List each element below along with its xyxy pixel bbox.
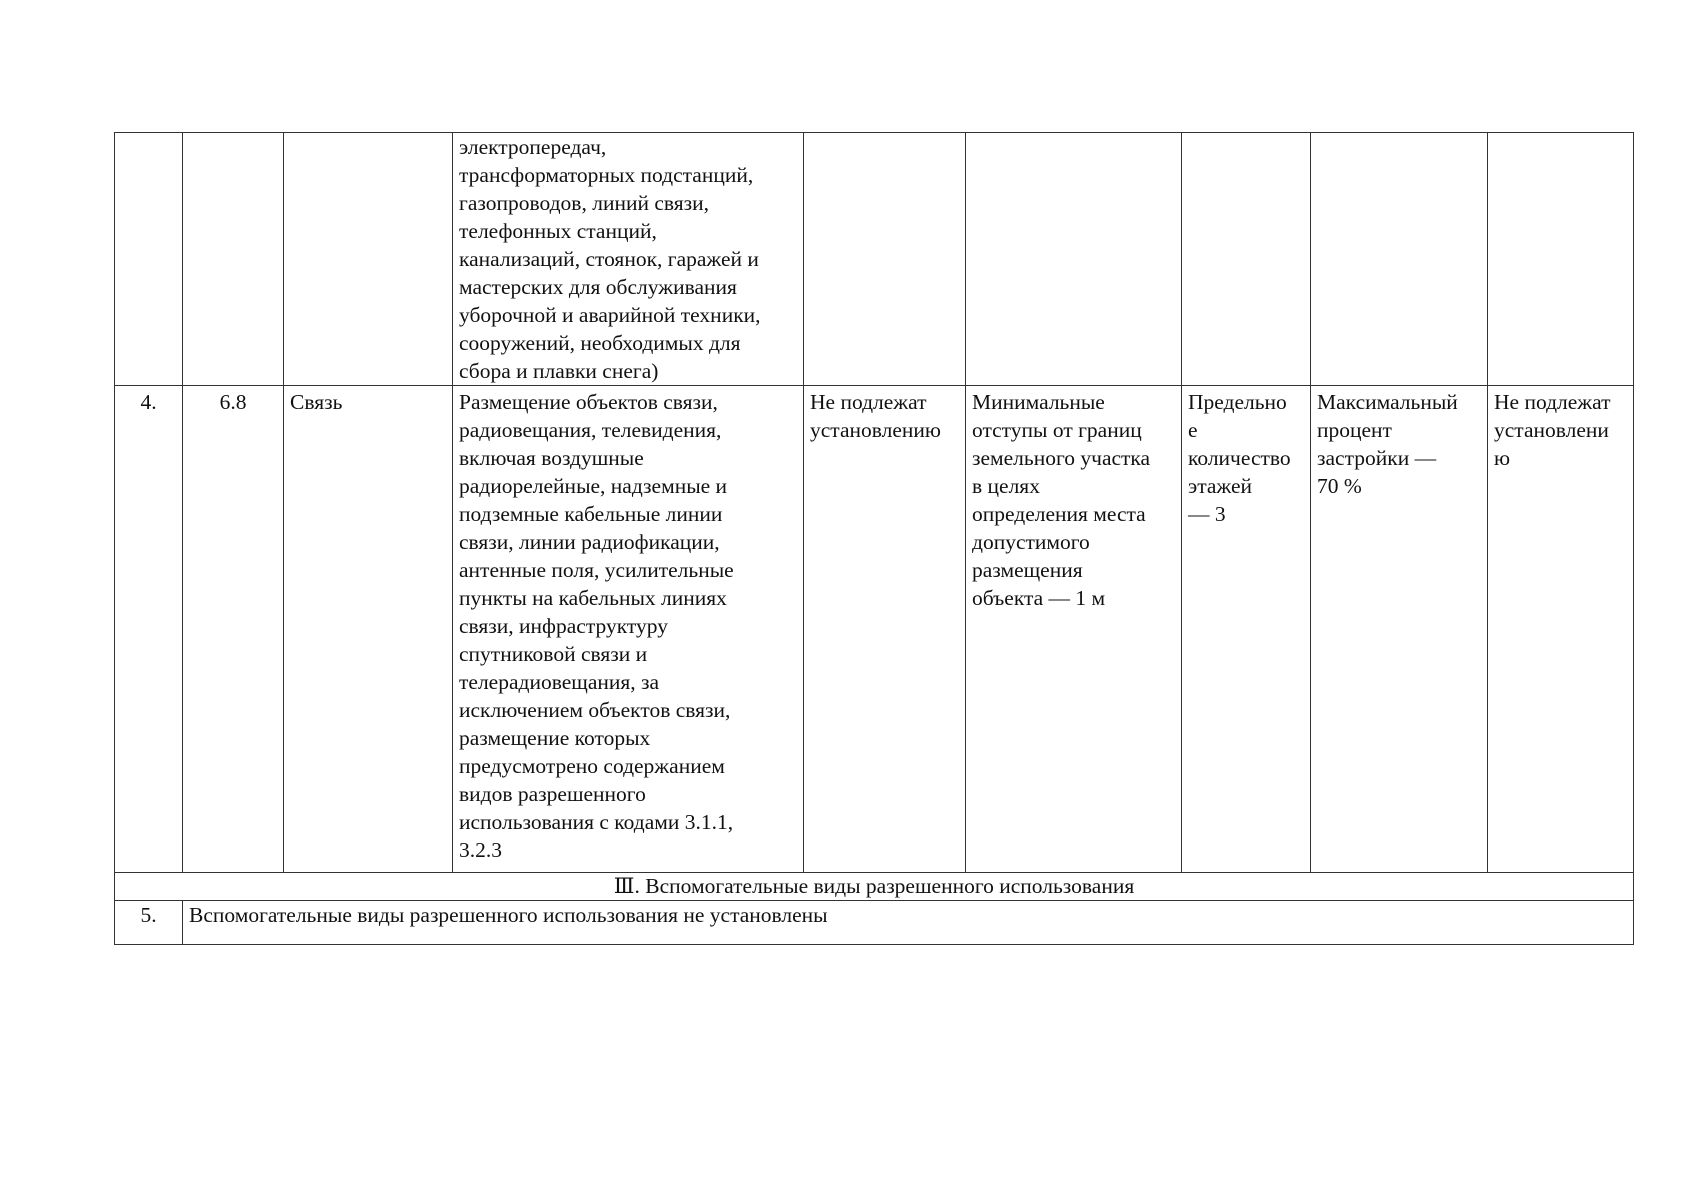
cell-name: Связь — [284, 386, 453, 873]
cell-description-continuation: электропередач, трансформаторных подстанций, газопроводов, линий связи, телефонных станций, канализаций, стоянок, гаражей и мастерских для обслуживания уборочной и аварийной техники, сооружений, необходимых для сбора и плавки снега) — [453, 133, 804, 386]
cell-floors-empty — [1182, 133, 1311, 386]
table-row-5 — [115, 901, 1634, 945]
cell-code: 6.8 — [183, 386, 284, 873]
cell-coverage-empty — [1311, 133, 1488, 386]
cell-floors: Предельно е количество этажей — 3 — [1182, 386, 1311, 873]
cell-code-empty — [183, 133, 284, 386]
section-header-row — [115, 873, 1634, 901]
cell-number: 4. — [115, 386, 183, 873]
cell-description: Размещение объектов связи, радиовещания, телевидения, включая воздушные радиорелейные, надземные и подземные кабельные линии связи, линии радиофикации, антенные поля, усилительные пункты на кабельных линиях связи, инфраструктуру спутниковой связи и телерадиовещания, за исключением объектов связи, размещение которых предусмотрено содержанием видов разрешенного использования с кодами 3.1.1, 3.2.3 — [453, 386, 804, 873]
cell-plot-size-empty — [804, 133, 966, 386]
cell-number-empty — [115, 133, 183, 386]
cell-plot-size: Не подлежат установлению — [804, 386, 966, 873]
cell-name-empty — [284, 133, 453, 386]
section-header: Ⅲ. Вспомогательные виды разрешенного использования — [115, 873, 1634, 901]
table-row-continuation — [115, 133, 1634, 386]
cell-number: 5. — [115, 901, 183, 945]
cell-text: Вспомогательные виды разрешенного использования не установлены — [183, 901, 1634, 945]
table-row-4 — [115, 386, 1634, 873]
cell-setbacks-empty — [966, 133, 1182, 386]
regulations-table — [114, 132, 1634, 945]
cell-other: Не подлежат установлени ю — [1488, 386, 1634, 873]
cell-other-empty — [1488, 133, 1634, 386]
cell-coverage: Максимальный процент застройки — 70 % — [1311, 386, 1488, 873]
cell-setbacks: Минимальные отступы от границ земельного участка в целях определения места допустимого размещения объекта — 1 м — [966, 386, 1182, 873]
